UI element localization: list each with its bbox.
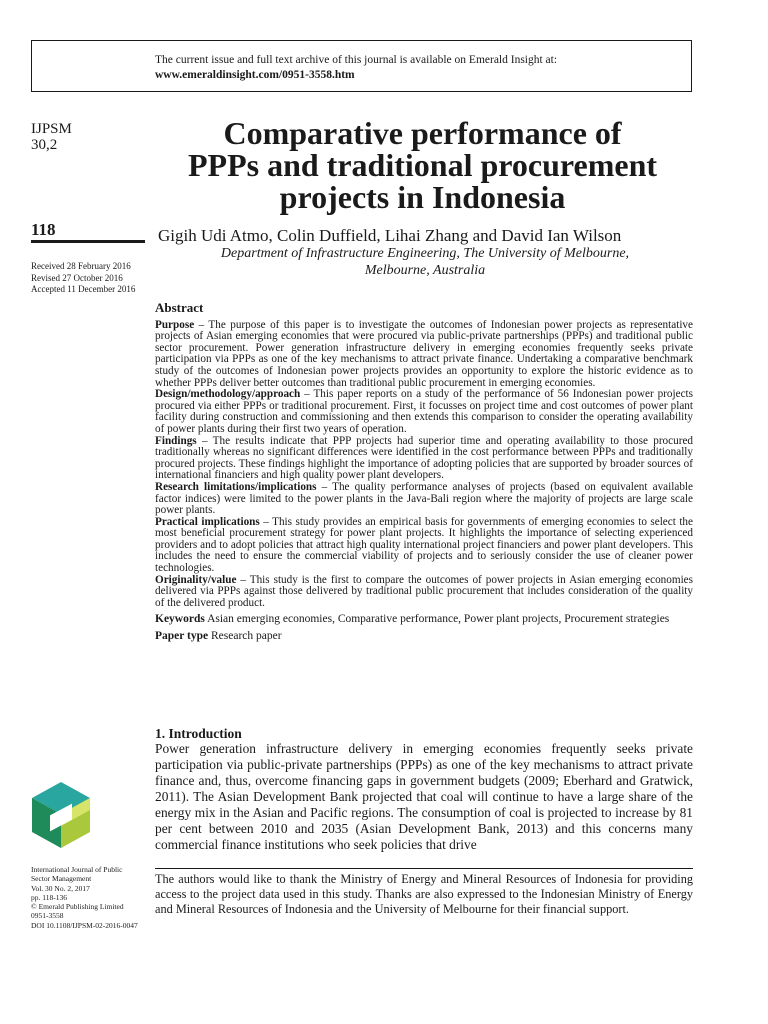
footnote-divider: [155, 868, 693, 869]
journal-info-line: 0951-3558: [31, 911, 64, 921]
papertype-text: Research paper: [208, 630, 282, 643]
journal-info-line: DOI 10.1108/IJPSM-02-2016-0047: [31, 920, 138, 930]
journal-info-line: Vol. 30 No. 2, 2017: [31, 883, 90, 893]
header-availability-text: The current issue and full text archive of this journal is available on Emerald Insight at:: [155, 54, 558, 66]
affiliation-line-2: Melbourne, Australia: [364, 263, 486, 278]
keywords-label: Keywords: [155, 613, 205, 626]
abstract-purpose: [155, 320, 693, 390]
design-label: Design/methodology/approach: [155, 388, 301, 401]
introduction-text: Power generation infrastructure delivery in emerging economies frequently seeks private participation via public-private partnerships (PPPs) as one of the key mechanisms to attract private finance and, thus, overcome financing gaps in government budgets (2009; Eberhard and Gratwick, 2011). The Asian Development Bank projected that coal will continue to have a large share of the energy mix in the Asian and Pacific regions. The consumption of coal is projected to increase by 81 per cent between 2010 and 2035 (Asian Development Bank, 2013) and this concerns many commercial finance institutions who seek policies that drive: [155, 741, 693, 852]
journal-abbreviation: [31, 121, 72, 153]
paper-type: [155, 629, 693, 643]
design-text: – This paper reports on a study of the performance of 56 Indonesian power projects procured via either PPPs or traditional procurement. First, it focusses on project time and cost outcomes of power plant facility during construction and commissioning and then extends this comparison to consider the operating availability of power plants during their first two years of operation.: [155, 388, 693, 435]
header-box: [31, 40, 692, 92]
abstract-practical: [155, 517, 693, 575]
introduction-heading: 1. Introduction: [155, 726, 242, 741]
title-line-1: Comparative performance of: [223, 115, 622, 151]
abstract-originality: [155, 575, 693, 610]
abstract-findings: [155, 436, 693, 482]
page-number: 118: [31, 220, 56, 239]
keywords: [155, 612, 693, 626]
journal-info-line: Sector Management: [31, 874, 92, 884]
journal-info: [31, 865, 138, 930]
papertype-label: Paper type: [155, 630, 209, 643]
affiliation: [155, 245, 695, 279]
purpose-text: – The purpose of this paper is to investigate the outcomes of Indonesian power projects as representative projects of Asian emerging economies that were procured via public-private partnerships (PPPs) and traditional public sector procurement. Power generation infrastructure delivery in emerging economies frequently seeks private participation via PPPs as one of the key mechanisms to attract private finance. Undertaking a comparative benchmark study of the outcomes of Indonesian power projects provides an opportunity to explore the historic evidence as to whether PPPs deliver better outcomes than traditional public procurement in emerging economies.: [155, 318, 693, 389]
journal-info-line: © Emerald Publishing Limited: [31, 902, 124, 912]
affiliation-line-1: Department of Infrastructure Engineering, The University of Melbourne,: [220, 246, 630, 261]
originality-text: – This study is the first to compare the outcomes of power projects in Asian emerging economies delivered via PPPs against those delivered by traditional public procurement that includes consideration of the quality of the delivered product.: [155, 573, 693, 609]
logo-graphic: [30, 780, 92, 850]
article-title: [150, 117, 695, 213]
findings-text: – The results indicate that PPP projects had superior time and operating availability to those procured traditionally whereas no significant differences were identified in the cost performance between PPPs and traditionally procured projects. These findings highlight the importance of adopting policies that are supported by broader sources of international financiers and high quality power plant developers.: [155, 434, 693, 482]
title-line-3: projects in Indonesia: [279, 179, 566, 215]
practical-label: Practical implications: [155, 515, 260, 528]
accepted-date: Accepted 11 December 2016: [31, 284, 136, 294]
received-date: Received 28 February 2016: [31, 261, 131, 271]
page-number-rule: [31, 240, 145, 243]
purpose-label: Purpose: [155, 318, 195, 331]
article-dates: [31, 261, 135, 296]
keywords-text: Asian emerging economies, Comparative performance, Power plant projects, Procurement strategies: [204, 613, 670, 626]
title-line-2: PPPs and traditional procurement: [187, 147, 658, 183]
research-text: – The quality performance analyses of projects (based on equivalent available factor indices) were limited to the power plants in the Java-Bali region where the majority of projects are large scale power plants.: [155, 480, 693, 517]
findings-label: Findings: [155, 434, 197, 447]
abstract-heading: Abstract: [155, 300, 204, 315]
journal-info-line: International Journal of Public: [31, 865, 123, 874]
abstract-design: [155, 389, 693, 435]
journal-info-line: pp. 118-136: [31, 892, 67, 902]
practical-text: – This study provides an empirical basis for governments of emerging economies to select the most beneficial procurement strategy for power plant projects. It highlights the importance of selecting experienced providers and to adopt policies that attract high quality international project financiers and power plant developers. This includes the need to ensure the commercial viability of projects and to seriously consider the use of cleaner power technologies.: [155, 515, 693, 575]
abstract-section: [155, 302, 693, 643]
header-url-link[interactable]: www.emeraldinsight.com/0951-3558.htm: [155, 69, 355, 81]
journal-volume: 30,2: [31, 137, 58, 153]
authors: Gigih Udi Atmo, Colin Duffield, Lihai Zhang and David Ian Wilson: [158, 226, 622, 245]
abstract-research: [155, 482, 693, 517]
revised-date: Revised 27 October 2016: [31, 272, 123, 283]
emerald-logo-icon: [30, 780, 92, 850]
journal-name: IJPSM: [31, 121, 72, 137]
acknowledgement-footnote: The authors would like to thank the Ministry of Energy and Mineral Resources of Indonesia for providing access to the project data used in this study. Thanks are also expressed to the Indonesian Ministry of Energy and Mineral Resources of Indonesia and the University of Melbourne for their financial support.: [155, 872, 693, 916]
originality-label: Originality/value: [155, 573, 237, 586]
research-label: Research limitations/implications: [155, 480, 317, 493]
